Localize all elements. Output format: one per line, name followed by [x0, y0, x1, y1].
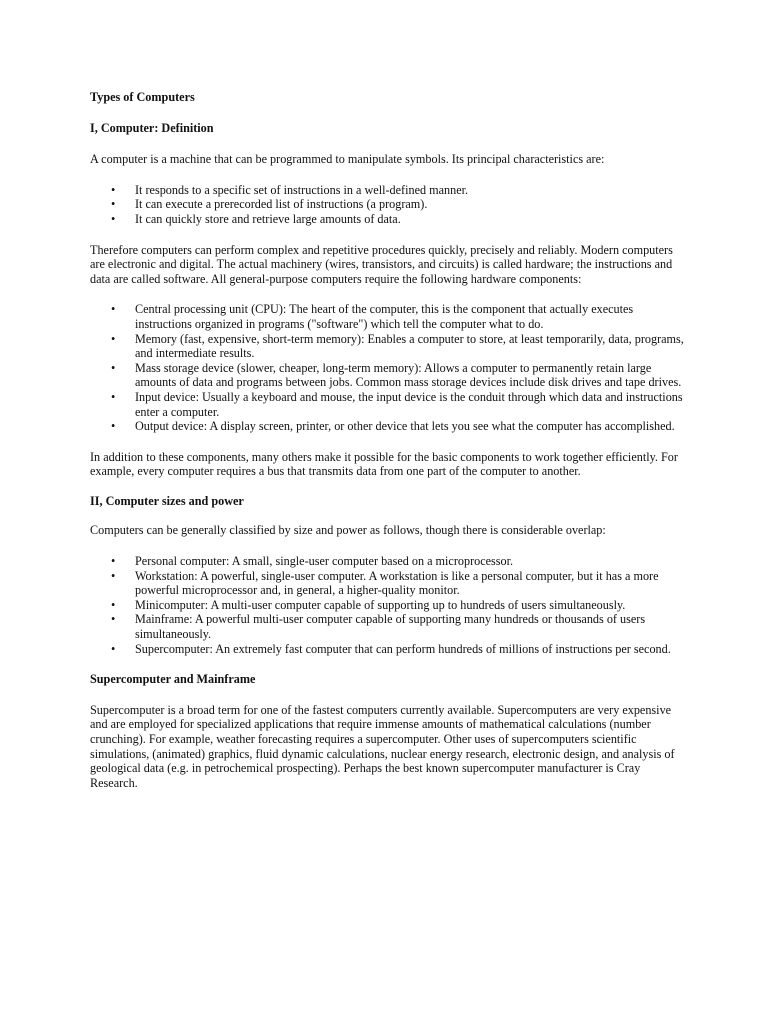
list-item-text: It responds to a specific set of instructions in a well-defined manner.	[135, 182, 469, 197]
list-item	[111, 568, 688, 598]
list-item	[111, 331, 688, 361]
list-item	[111, 389, 688, 419]
bullet-icon: •	[111, 197, 116, 212]
list-item-text: Minicomputer: A multi-user computer capable of supporting up to hundreds of users simultaneously.	[135, 597, 626, 612]
bullet-icon: •	[111, 419, 116, 434]
list-item-text: Output device: A display screen, printer, or other device that lets you see what the computer has accomplished.	[135, 419, 675, 434]
characteristics-list	[90, 183, 688, 227]
list-item	[111, 360, 688, 390]
list-item-text: Central processing unit (CPU): The heart of the computer, this is the component that actually executes instructions organized in programs ("software") which tell the computer what to do.	[135, 302, 634, 331]
section-heading-supercomputer: Supercomputer and Mainframe	[90, 672, 256, 687]
list-item	[111, 211, 688, 227]
list-item-text: Mass storage device (slower, cheaper, long-term memory): Allows a computer to permanently retain large amounts of data and programs between jobs. Common mass storage devices include disk drives and tape drives.	[135, 360, 682, 390]
list-item	[111, 612, 688, 642]
section-heading-definition: I, Computer: Definition	[90, 120, 214, 135]
list-item	[111, 554, 688, 569]
list-item	[111, 302, 688, 331]
list-item	[111, 197, 688, 212]
bullet-icon: •	[111, 302, 116, 317]
bullet-icon: •	[111, 182, 116, 197]
sizes-intro: Computers can be generally classified by size and power as follows, though there is considerable overlap:	[90, 523, 606, 538]
components-list	[90, 302, 688, 433]
list-item	[111, 182, 688, 198]
bullet-icon: •	[111, 641, 116, 656]
list-item-text: It can quickly store and retrieve large amounts of data.	[135, 211, 401, 226]
list-item-text: Supercomputer: An extremely fast computer that can perform hundreds of millions of instructions per second.	[135, 641, 671, 656]
list-item	[111, 597, 688, 613]
supercomputer-paragraph: Supercomputer is a broad term for one of the fastest computers currently available. Supercomputers are very expensive and are employed for specialized applications that require immense amounts of mathematical calculations (number crunching). For example, weather forecasting requires a supercomputer. Other uses of supercomputers scientific simulations, (animated) graphics, fluid dynamic calculations, nuclear energy research, electronic design, and analysis of geological data (e.g. in petrochemical prospecting). Perhaps the best known supercomputer manufacturer is Cray Research.	[90, 702, 675, 790]
document-title: Types of Computers	[90, 90, 195, 104]
list-item-text: Workstation: A powerful, single-user computer. A workstation is like a personal computer, but it has a more powerful microprocessor and, in general, a higher-quality monitor.	[135, 568, 659, 598]
bullet-icon: •	[111, 612, 116, 627]
list-item-text: Mainframe: A powerful multi-user computer capable of supporting many hundreds or thousands of users simultaneously.	[135, 612, 646, 642]
bullet-icon: •	[111, 554, 116, 569]
definition-intro: A computer is a machine that can be programmed to manipulate symbols. Its principal characteristics are:	[90, 152, 605, 167]
list-item-text: Personal computer: A small, single-user computer based on a microprocessor.	[135, 554, 514, 569]
bullet-icon: •	[111, 331, 116, 346]
bullet-icon: •	[111, 568, 116, 583]
hardware-paragraph: Therefore computers can perform complex and repetitive procedures quickly, precisely and reliably. Modern computers are electronic and digital. The actual machinery (wires, transistors, and circuits) is called hardware; the instructions and data are called software. All general-purpose computers require the following hardware components:	[90, 242, 673, 286]
computer-types-list	[90, 554, 688, 656]
components-closing-paragraph: In addition to these components, many others make it possible for the basic components to work together efficiently. For example, every computer requires a bus that transmits data from one part of the computer to another.	[90, 449, 678, 479]
bullet-icon: •	[111, 211, 116, 226]
section-heading-sizes: II, Computer sizes and power	[90, 493, 244, 508]
list-item-text: Input device: Usually a keyboard and mouse, the input device is the conduit through which data and instructions enter a computer.	[135, 389, 683, 419]
bullet-icon: •	[111, 389, 116, 404]
bullet-icon: •	[111, 360, 116, 375]
list-item	[111, 419, 688, 434]
list-item-text: It can execute a prerecorded list of instructions (a program).	[135, 197, 428, 212]
bullet-icon: •	[111, 597, 116, 612]
list-item-text: Memory (fast, expensive, short-term memory): Enables a computer to store, at least temporarily, data, programs, and intermediate results.	[135, 331, 684, 361]
list-item	[111, 641, 688, 657]
